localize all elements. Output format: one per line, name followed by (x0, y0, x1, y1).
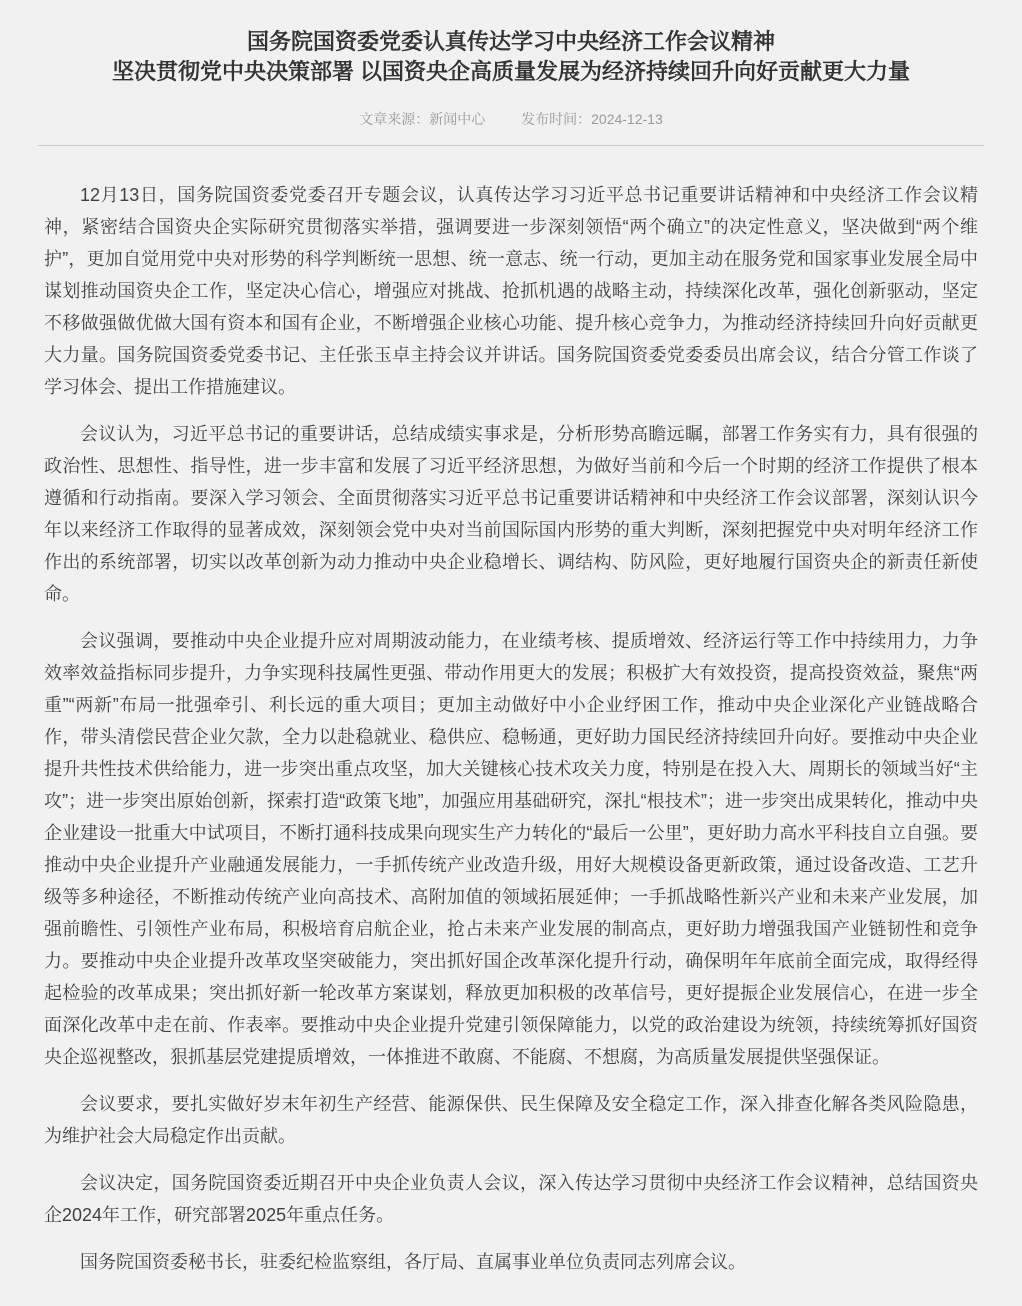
article-paragraph: 会议决定，国务院国资委近期召开中央企业负责人会议，深入传达学习贯彻中央经济工作会议精神，总结国资央企2024年工作，研究部署2025年重点任务。 (44, 1173, 978, 1225)
meta-time-value: 2024-12-13 (591, 111, 663, 127)
article-paragraph: 会议要求，要扎实做好岁末年初生产经营、能源保供、民生保障及安全稳定工作，深入排查化解各类风险隐患，为维护社会大局稳定作出贡献。 (44, 1094, 978, 1146)
header-divider (38, 145, 984, 146)
page-title (38, 27, 984, 87)
meta-publish-time (521, 111, 663, 127)
title-line-1: 国务院国资委党委认真传达学习中央经济工作会议精神 (246, 29, 775, 54)
meta-time-label: 发布时间： (521, 111, 592, 127)
meta-source (359, 111, 485, 127)
article-meta (38, 111, 984, 127)
title-line-2: 坚决贯彻党中央决策部署 以国资央企高质量发展为经济持续回升向好贡献更大力量 (111, 59, 911, 84)
article-paragraph: 国务院国资委秘书长，驻委纪检监察组，各厅局、直属事业单位负责同志列席会议。 (80, 1252, 746, 1272)
article-body (38, 154, 984, 1278)
meta-source-value: 新闻中心 (429, 111, 486, 127)
article-paragraph: 12月13日，国务院国资委党委召开专题会议，认真传达学习习近平总书记重要讲话精神和中央经济工作会议精神，紧密结合国资央企实际研究贯彻落实举措，强调要进一步深刻领悟“两个确立”的决定性意义，坚决做到“两个维护”，更加自觉用党中央对形势的科学判断统一思想、统一意志、统一行动，更加主动在服务党和国家事业发展全局中谋划推动国资央企工作，坚定决心信心，增强应对挑战、抢抓机遇的战略主动，持续深化改革，强化创新驱动，坚定不移做强做优做大国有资本和国有企业，不断增强企业核心功能、提升核心竞争力，为推动经济持续回升向好贡献更大力量。国务院国资委党委书记、主任张玉卓主持会议并讲话。国务院国资委党委委员出席会议，结合分管工作谈了学习体会、提出工作措施建议。 (44, 185, 978, 397)
article-paragraph: 会议认为，习近平总书记的重要讲话，总结成绩实事求是，分析形势高瞻远瞩，部署工作务实有力，具有很强的政治性、思想性、指导性，进一步丰富和发展了习近平经济思想，为做好当前和今后一个时期的经济工作提供了根本遵循和行动指南。要深入学习领会、全面贯彻落实习近平总书记重要讲话精神和中央经济工作会议部署，深刻认识今年以来经济工作取得的显著成效，深刻领会党中央对当前国际国内形势的重大判断，深刻把握党中央对明年经济工作作出的系统部署，切实以改革创新为动力推动中央企业稳增长、调结构、防风险，更好地履行国资央企的新责任新使命。 (44, 424, 978, 604)
article-paragraph: 会议强调，要推动中央企业提升应对周期波动能力，在业绩考核、提质增效、经济运行等工作中持续用力，力争效率效益指标同步提升，力争实现科技属性更强、带动作用更大的发展；积极扩大有效投资，提高投资效益，聚焦“两重”“两新”布局一批强牵引、利长远的重大项目；更加主动做好中小企业纾困工作，推动中央企业深化产业链战略合作，带头清偿民营企业欠款，全力以赴稳就业、稳供应、稳畅通，更好助力国民经济持续回升向好。要推动中央企业提升共性技术供给能力，进一步突出重点攻坚，加大关键核心技术攻关力度，特别是在投入大、周期长的领域当好“主攻”；进一步突出原始创新，探索打造“政策飞地”，加强应用基础研究，深扎“根技术”；进一步突出成果转化，推动中央企业建设一批重大中试项目，不断打通科技成果向现实生产力转化的“最后一公里”，更好助力高水平科技自立自强。要推动中央企业提升产业融通发展能力，一手抓传统产业改造升级，用好大规模设备更新政策，通过设备改造、工艺升级等多种途径，不断推动传统产业向高技术、高附加值的领域拓展延伸；一手抓战略性新兴产业和未来产业发展，加强前瞻性、引领性产业布局，积极培育启航企业，抢占未来产业发展的制高点，更好助力增强我国产业链韧性和竞争力。要推动中央企业提升改革攻坚突破能力，突出抓好国企改革深化提升行动，确保明年年底前全面完成，取得经得起检验的改革成果；突出抓好新一轮改革方案谋划，释放更加积极的改革信号，更好提振企业发展信心，在进一步全面深化改革中走在前、作表率。要推动中央企业提升党建引领保障能力，以党的政治建设为统领，持续统筹抓好国资央企巡视整改，狠抓基层党建提质增效，一体推进不敢腐、不能腐、不想腐，为高质量发展提供坚强保证。 (44, 631, 978, 1067)
meta-source-label: 文章来源： (359, 111, 430, 127)
